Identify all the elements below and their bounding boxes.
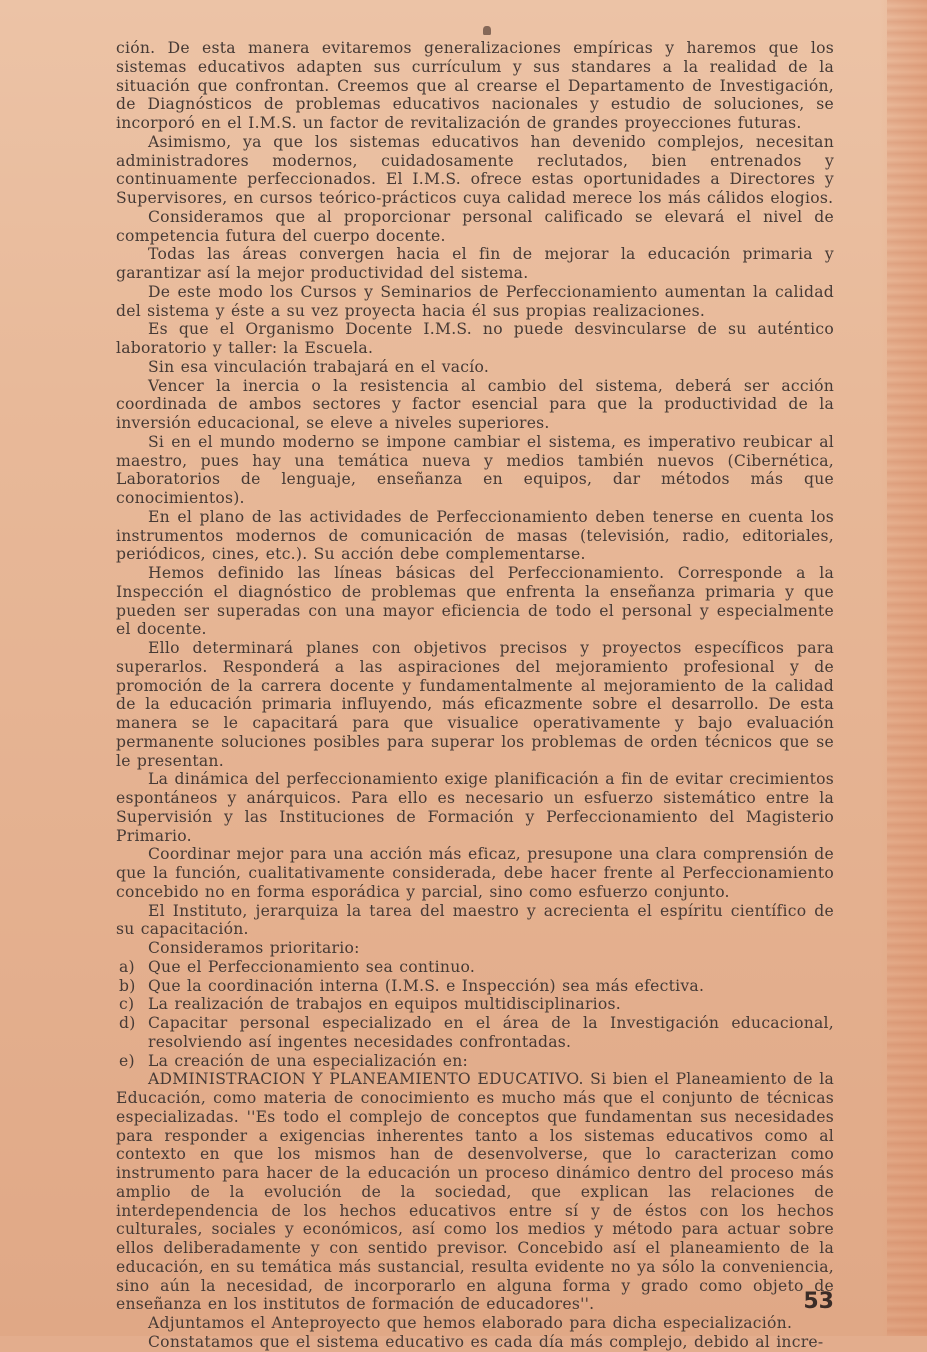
list-marker: b)	[119, 976, 136, 995]
list-item-text: La creación de una especialización en:	[148, 1051, 469, 1070]
list-item-text: Que el Perfeccionamiento sea continuo.	[148, 957, 476, 976]
list-item	[116, 995, 834, 1014]
paragraph: Vencer la inercia o la resistencia al cambio del sistema, deberá ser acción coordinada de ambos sectores y factor esencial para que la productividad de la inversión educacional, se eleve a niveles superiores.	[116, 376, 834, 432]
list-item-text: Capacitar personal especializado en el área de la Investigación educacional, resolviendo así ingentes necesidades confrontadas.	[148, 1014, 834, 1051]
page-edge-shadow	[887, 0, 927, 1336]
paragraph: Coordinar mejor para una acción más eficaz, presupone una clara comprensión de que la función, cualitativamente considerada, debe hacer frente al Perfeccionamiento concebido no en forma esporádica y parcial, sino como esfuerzo conjunto.	[116, 845, 834, 901]
list-item-text: Que la coordinación interna (I.M.S. e Inspección) sea más efectiva.	[148, 976, 705, 995]
paragraph: Asimismo, ya que los sistemas educativos han devenido complejos, necesitan administradores modernos, cuidadosamente reclutados, bien entrenados y continuamente perfeccionados. El I.M.S. ofrece estas oportunidades a Directores y Supervisores, en cursos teórico-prácticos cuya calidad merece los más cálidos elogios.	[116, 132, 834, 207]
list-marker: c)	[119, 995, 135, 1014]
list-marker: a)	[119, 957, 135, 976]
paragraph: ción. De esta manera evitaremos generalizaciones empíricas y haremos que los sistemas educativos adapten sus currículum y sus standares a la realidad de la situación que confrontan. Creemos que al crearse el Departamento de Investigación, de Diagnósticos de problemas educativos nacionales y estudio de soluciones, se incorporó en el I.M.S. un factor de revitalización de grandes proyecciones futuras.	[116, 39, 834, 132]
paragraph: El Instituto, jerarquiza la tarea del maestro y acrecienta el espíritu científico de su capacitación.	[116, 901, 834, 939]
body-text	[116, 39, 834, 1352]
list-marker: d)	[119, 1014, 136, 1032]
list-marker: e)	[119, 1051, 135, 1070]
paragraph: De este modo los Cursos y Seminarios de Perfeccionamiento aumentan la calidad del sistema y éste a su vez proyecta hacia él sus propias realizaciones.	[116, 282, 834, 320]
list-item-text: La realización de trabajos en equipos multidisciplinarios.	[148, 995, 621, 1014]
paragraph: Adjuntamos el Anteproyecto que hemos elaborado para dicha especialización.	[148, 1314, 793, 1332]
ink-mark	[483, 26, 491, 35]
paragraph-group-closing	[116, 1070, 834, 1351]
paragraph: Si en el mundo moderno se impone cambiar el sistema, es imperativo reubicar al maestro, pues hay una temática nueva y medios también nuevos (Cibernética, Laboratorios de lenguaje, enseñanza en equipos, dar métodos más que conocimientos).	[116, 432, 834, 507]
list-item	[116, 1052, 834, 1071]
paragraph: Sin esa vinculación trabajará en el vacío.	[148, 357, 490, 376]
paragraph: Consideramos prioritario:	[148, 939, 360, 957]
paragraph: Constatamos que el sistema educativo es cada día más complejo, debido al incre-	[148, 1332, 824, 1351]
list-item	[116, 958, 834, 977]
paragraph: En el plano de las actividades de Perfeccionamiento deben tenerse en cuenta los instrumentos modernos de comunicación de masas (televisión, radio, editoriales, periódicos, cines, etc.). Su acción debe complementarse.	[116, 507, 834, 564]
priority-list	[116, 958, 834, 1071]
page-number: 53	[803, 1289, 834, 1314]
list-item	[116, 977, 834, 996]
paragraph: Todas las áreas convergen hacia el fin de mejorar la educación primaria y garantizar así la mejor productividad del sistema.	[116, 245, 834, 282]
paragraph: ADMINISTRACION Y PLANEAMIENTO EDUCATIVO. Si bien el Planeamiento de la Educación, como materia de conocimiento es mucho más que el conjunto de técnicas especializadas. ''Es todo el complejo de conceptos que fundamentan sus necesidades para responder a exigencias inherentes tanto a los sistemas educativos como al contexto en que los mismos han de desenvolverse, que lo caracterizan como instrumento para hacer de la educación un proceso dinámico dentro del proceso más amplio de la evolución de la sociedad, que explican las relaciones de interdependencia de los hechos educativos entre sí y de éstos con los hechos culturales, sociales y económicos, así como los medios y método para actuar sobre ellos deliberadamente y con sentido previsor. Concebido así el planeamiento de la educación, en su temática más sustancial, resulta evidente no ya sólo la conveniencia, sino aún la necesidad, de incorporarlo en alguna forma y grado como objeto de enseñanza en los institutos de formación de educadores''.	[116, 1070, 834, 1314]
paragraph: Hemos definido las líneas básicas del Perfeccionamiento. Corresponde a la Inspección el diagnóstico de problemas que enfrenta la enseñanza primaria y que pueden ser superadas con una mayor eficiencia de todo el personal y especialmente el docente.	[116, 564, 834, 639]
paragraph: Es que el Organismo Docente I.M.S. no puede desvincularse de su auténtico laboratorio y taller: la Escuela.	[116, 320, 834, 357]
paragraph: Consideramos que al proporcionar personal calificado se elevará el nivel de competencia futura del cuerpo docente.	[116, 207, 834, 245]
paragraph: Ello determinará planes con objetivos precisos y proyectos específicos para superarlos. Responderá a las aspiraciones del mejoramiento profesional y de promoción de la carrera docente y fundamentalmente al mejoramiento de la calidad de la educación primaria influyendo, más eficazmente sobre el desarrollo. De esta manera se le capacitará para que visualice operativamente y bajo evaluación permanente soluciones posibles para superar los problemas de orden técnicos que se le presentan.	[116, 639, 834, 770]
paragraph-group-main	[116, 39, 834, 958]
list-item	[116, 1014, 834, 1052]
paragraph: La dinámica del perfeccionamiento exige planificación a fin de evitar crecimientos espontáneos y anárquicos. Para ello es necesario un esfuerzo sistemático entre la Supervisión y las Instituciones de Formación y Perfeccionamiento del Magisterio Primario.	[116, 770, 834, 845]
